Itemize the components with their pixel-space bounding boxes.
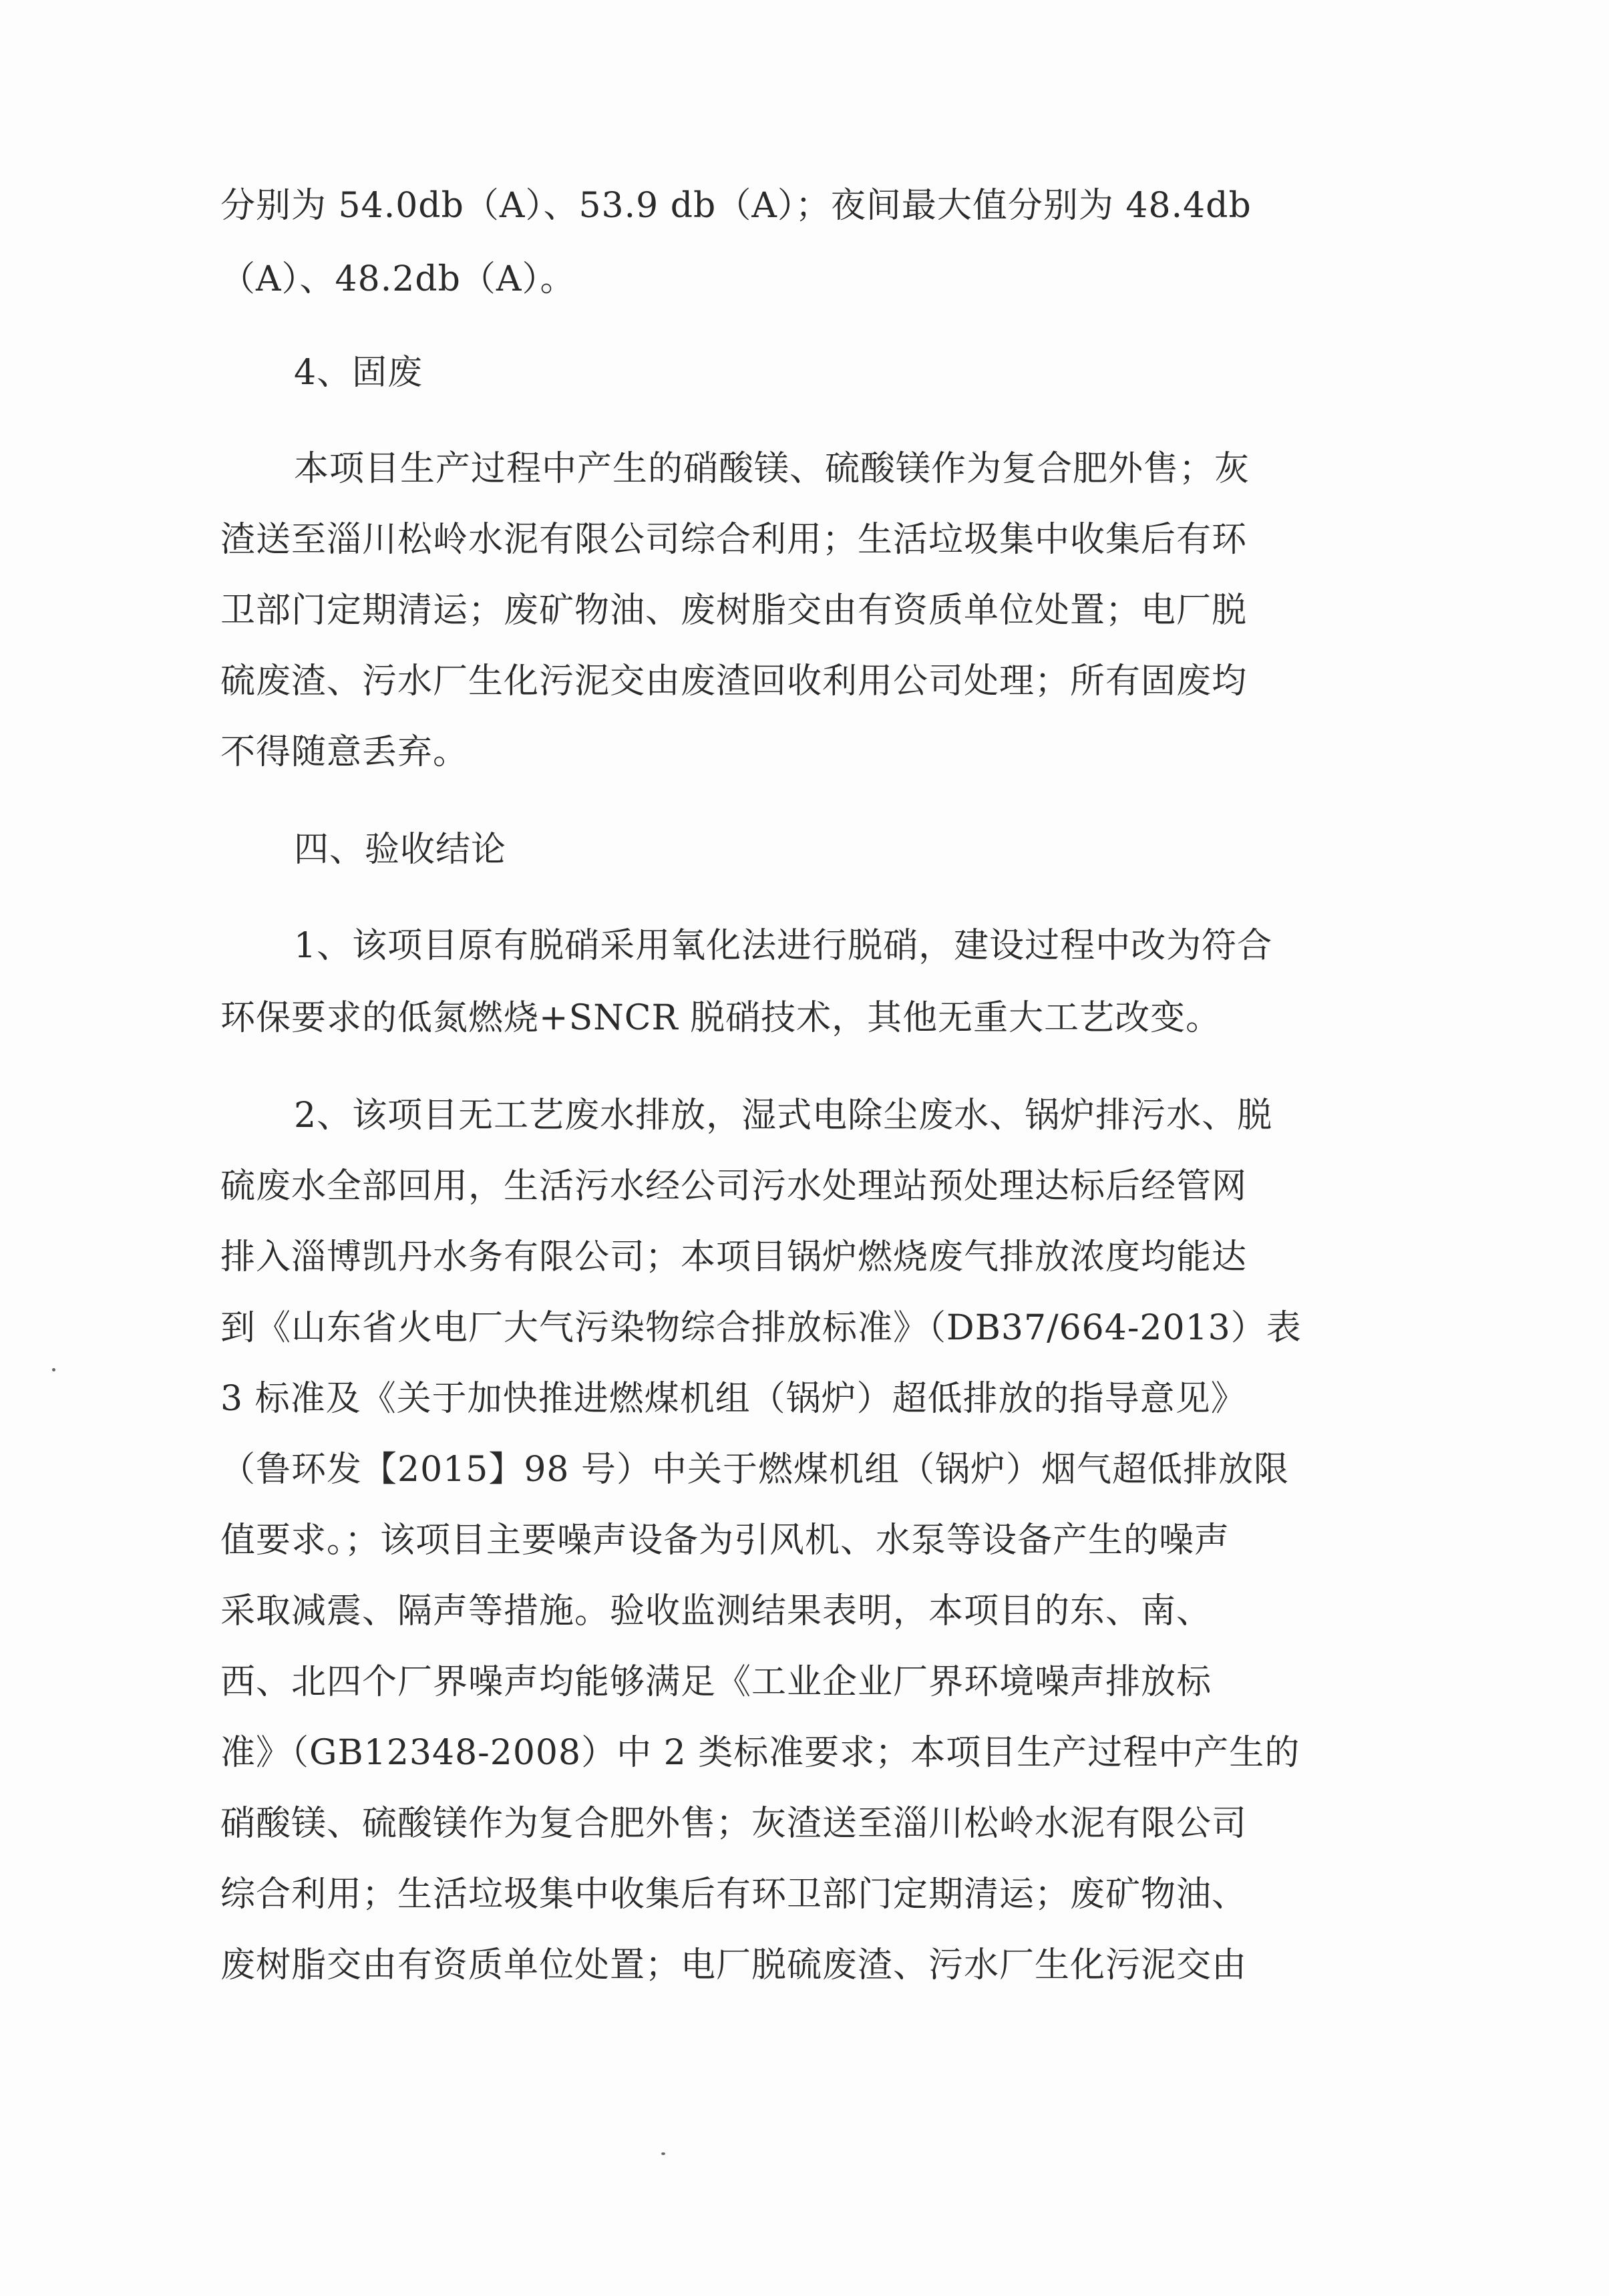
text-line: 3 标准及《关于加快推进燃煤机组（锅炉）超低排放的指导意见》 <box>220 1379 1246 1419</box>
text-line: （鲁环发【2015】98 号）中关于燃煤机组（锅炉）烟气超低排放限 <box>220 1450 1290 1490</box>
text-line: 硫废渣、污水厂生化污泥交由废渣回收利用公司处理；所有固废均 <box>220 661 1248 701</box>
section-heading: 4、固废 <box>294 353 423 393</box>
scan-speck <box>661 2152 665 2155</box>
section-heading: 四、验收结论 <box>294 830 507 870</box>
text-line: 采取减震、隔声等措施。验收监测结果表明，本项目的东、南、 <box>220 1591 1212 1631</box>
text-line: 本项目生产过程中产生的硝酸镁、硫酸镁作为复合肥外售；灰 <box>294 449 1250 489</box>
text-line: 卫部门定期清运；废矿物油、废树脂交由有资质单位处置；电厂脱 <box>220 591 1248 631</box>
text-line: 渣送至淄川松岭水泥有限公司综合利用；生活垃圾集中收集后有环 <box>220 520 1248 560</box>
text-line: 排入淄博凯丹水务有限公司；本项目锅炉燃烧废气排放浓度均能达 <box>220 1237 1248 1277</box>
text-line: 西、北四个厂界噪声均能够满足《工业企业厂界环境噪声排放标 <box>220 1662 1212 1702</box>
text-line: 综合利用；生活垃圾集中收集后有环卫部门定期清运；废矿物油、 <box>220 1874 1248 1915</box>
text-line: 1、该项目原有脱硝采用氧化法进行脱硝，建设过程中改为符合 <box>294 926 1273 966</box>
text-line: 值要求。；该项目主要噪声设备为引风机、水泵等设备产生的噪声 <box>220 1520 1230 1561</box>
text-line: 不得随意丢弃。 <box>220 732 469 772</box>
text-line: 到《山东省火电厂大气污染物综合排放标准》（DB37/664-2013）表 <box>220 1308 1302 1348</box>
scan-speck <box>52 1368 55 1371</box>
text-line: 废树脂交由有资质单位处置；电厂脱硫废渣、污水厂生化污泥交由 <box>220 1945 1248 1985</box>
text-line: 准》（GB12348-2008）中 2 类标准要求；本项目生产过程中产生的 <box>220 1733 1300 1773</box>
text-line: 硫废水全部回用，生活污水经公司污水处理站预处理达标后经管网 <box>220 1166 1248 1206</box>
text-line: （A）、48.2db（A）。 <box>220 259 576 299</box>
text-line: 分别为 54.0db（A）、53.9 db（A）；夜间最大值分别为 48.4db <box>220 186 1252 226</box>
text-line: 2、该项目无工艺废水排放，湿式电除尘废水、锅炉排污水、脱 <box>294 1096 1273 1136</box>
text-line: 环保要求的低氮燃烧+SNCR 脱硝技术，其他无重大工艺改变。 <box>220 998 1222 1038</box>
text-line: 硝酸镁、硫酸镁作为复合肥外售；灰渣送至淄川松岭水泥有限公司 <box>220 1804 1248 1844</box>
